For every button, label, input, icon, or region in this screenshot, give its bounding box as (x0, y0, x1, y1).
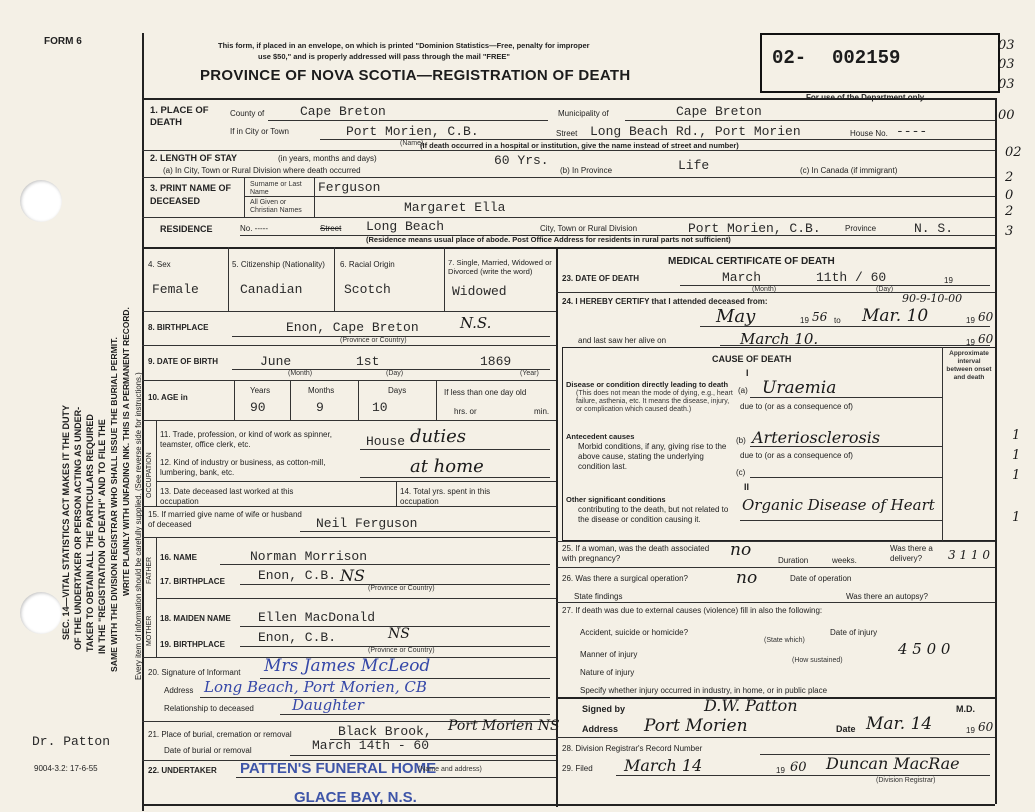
filed-line (616, 775, 990, 776)
cause-a-value: Uraemia (762, 378, 837, 398)
reg-number: 002159 (832, 47, 901, 69)
rule-top (142, 98, 995, 100)
death-date-line (680, 285, 990, 286)
due-b-label: due to (or as a consequence of) (740, 451, 853, 460)
relationship-line (280, 714, 550, 715)
father-name-label: 16. NAME (160, 553, 197, 562)
residence-province: N. S. (914, 221, 954, 236)
rule-10 (142, 537, 556, 538)
stay-a-label: (a) In City, Town or Rural Division where death occurred (163, 166, 361, 175)
other-conditions-value: Organic Disease of Heart (742, 496, 935, 514)
death-date-label: 23. DATE OF DEATH (562, 274, 640, 283)
delivery-label-text: Was there a delivery? (890, 544, 933, 563)
margin-code-4: 00 (998, 108, 1015, 123)
side-note-6: WRITE PLAINLY WITH UNFADING INK. THIS IS A PERMANENT RECORD. (121, 307, 131, 596)
age-months-value: 9 (316, 400, 324, 415)
antecedent-note-text: Morbid conditions, if any, giving rise to the above cause, stating the underlying condition last. (578, 442, 727, 471)
injury-date-label: Date of injury (830, 628, 878, 637)
side-note-3: TAKER TO OBTAIN ALL THE PARTICULARS REQUIRED (85, 414, 95, 652)
birthplace-value: Enon, Cape Breton (286, 320, 419, 335)
attended-to: Mar. 10 (862, 306, 929, 326)
citizenship-label (232, 260, 332, 269)
county-line (268, 120, 548, 121)
surname-label: Surname or Last Name (250, 181, 302, 196)
cause-c-line (750, 477, 942, 478)
death-year-prefix: 19 (944, 276, 953, 285)
burial-date-label: Date of burial or removal (164, 746, 252, 755)
mother-birthplace-label: 19. BIRTHPLACE (160, 640, 225, 649)
burial-date-value: March 14th - 60 (312, 738, 430, 753)
interval-mark-3: 1 (1012, 468, 1021, 483)
cause-heading: CAUSE OF DEATH (712, 354, 792, 364)
occ-v-2 (396, 481, 397, 506)
industry-hw: at home (410, 456, 484, 477)
rule-6 (142, 345, 556, 346)
last-saw-value: March 10. (740, 330, 819, 348)
last-worked-label (160, 487, 310, 507)
given-names-label: All Given or Christian Names (250, 199, 302, 214)
undertaker-label: 22. UNDERTAKER (148, 766, 217, 775)
city-line (320, 139, 995, 140)
registration-number-box (760, 33, 1000, 93)
father-birthplace-value: Enon, C.B. (258, 568, 337, 583)
dob-day: 1st (356, 354, 380, 369)
reg-prefix: 02- (772, 47, 807, 69)
trade-value: House (366, 434, 406, 449)
dob-day-sub: (Day) (386, 370, 404, 377)
attended-from: May (716, 306, 756, 327)
burial-place-hw: Port Morien NS (448, 718, 560, 734)
mother-name-label: 18. MAIDEN NAME (160, 614, 231, 623)
cause-interval-divider (942, 347, 943, 541)
age-label: 10. AGE in (148, 393, 188, 402)
duration-label: Duration (778, 556, 809, 565)
side-note-7: Every item of information should be carefully supplied. (See reverse side for instructions.) (134, 372, 143, 680)
side-note-5: SAME WITH THE DIVISION REGISTRAR WHO SHALL ISSUE THE BURIAL PERMIT. (109, 337, 119, 672)
doctor-address: Port Morien (644, 716, 748, 736)
residence-street: Long Beach (366, 219, 445, 234)
informant-label: 20. Signature of Informant (148, 668, 241, 677)
spouse-line (300, 531, 550, 532)
deceased-name-label (150, 182, 250, 208)
filed-year: 60 (790, 760, 807, 775)
margin-code-2: 03 (998, 57, 1015, 72)
other-conditions-note-text: contributing to the death, but not related to the disease or condition causing it. (578, 505, 729, 524)
trade-label-text: 11. Trade, profession, or kind of work as spinner, teamster, office clerk, etc. (160, 430, 332, 449)
pregnancy-value: no (730, 540, 752, 560)
birthplace-hw: N.S. (460, 314, 492, 332)
manner-code: 4 5 0 0 (898, 640, 951, 658)
last-saw-line (720, 345, 990, 346)
death-day: 11th / 60 (816, 270, 887, 285)
marital-label-text: 7. Single, Married, Widowed or Divorced (write the word) (448, 258, 552, 276)
registrar-signature: Duncan MacRae (826, 754, 960, 773)
father-birthplace-label: 17. BIRTHPLACE (160, 577, 225, 586)
dob-year-sub: (Year) (520, 370, 539, 377)
dob-month-sub: (Month) (288, 370, 313, 377)
deceased-divider-2 (314, 177, 315, 217)
external-causes-label: 27. If death was due to external causes (violence) fill in also the following: (562, 606, 823, 615)
binder-hole-top (20, 180, 62, 222)
roman-one: I (746, 368, 749, 378)
nature-label: Nature of injury (580, 668, 635, 677)
manner-label: Manner of injury (580, 650, 638, 659)
age-years-label: Years (250, 386, 271, 395)
undertaker-note: (Name and address) (418, 766, 482, 773)
municipality-label: Municipality of (558, 109, 609, 118)
cause-a-line (750, 397, 942, 398)
infant-label: If less than one day old (444, 388, 527, 397)
informant-address-line (200, 697, 550, 698)
informant-address: Long Beach, Port Morien, CB (204, 678, 427, 696)
house-label: House No. (850, 129, 888, 138)
city-label: If in City or Town (230, 127, 289, 136)
parents-v (156, 537, 157, 657)
pregnancy-label-text: 25. If a woman, was the death associated with pregnancy? (562, 544, 710, 563)
parents-divider (156, 598, 556, 599)
md-label: M.D. (956, 704, 975, 714)
signed-value: D.W. Patton (704, 696, 798, 715)
industry-label (160, 458, 360, 478)
cause-a-label: (a) (738, 386, 748, 395)
rule-5 (142, 311, 556, 312)
form-id: FORM 6 (44, 36, 82, 47)
trade-hw: duties (410, 426, 466, 447)
place-of-death-label-text: 1. PLACE OF DEATH (150, 105, 209, 128)
pregnancy-label (562, 544, 722, 564)
min-label: min. (534, 407, 550, 416)
burial-place-label: 21. Place of burial, cremation or removal (148, 730, 292, 739)
how-sustained: (How sustained) (792, 657, 843, 664)
postal-note-2: use $50," and is properly addressed will pass through the mail "FREE" (258, 52, 510, 61)
residence-street-label: Street (320, 224, 342, 233)
cause-c-label: (c) (736, 468, 746, 477)
spouse-label (148, 510, 308, 530)
certify-note: 90-9-10-00 (902, 292, 963, 305)
industry-label-text: 12. Kind of industry or business, as cotton-mill, lumbering, bank, etc. (160, 458, 326, 477)
interval-mark-2: 1 (1012, 448, 1021, 463)
age-days-label: Days (388, 386, 407, 395)
cause-b-label: (b) (736, 436, 746, 445)
total-years-label (400, 487, 520, 507)
side-note-4: IN THE "REGISTRATION OF DEATH" AND TO FILE THE (97, 419, 107, 654)
citizenship-label-text: 5. Citizenship (Nationality) (232, 260, 325, 269)
to-year: 60 (978, 310, 994, 324)
mother-birthplace-value: Enon, C.B. (258, 630, 337, 645)
undertaker-stamp: PATTEN'S FUNERAL HOME (240, 760, 437, 777)
rule-bottom (142, 804, 995, 806)
relationship-value: Daughter (292, 696, 364, 714)
stay-b-label: (b) In Province (560, 166, 613, 175)
father-bp-sub: (Province or Country) (368, 585, 435, 592)
mother-side-label: MOTHER (146, 615, 153, 646)
father-line (220, 564, 550, 565)
undertaker-line (236, 777, 556, 778)
mother-bp-sub: (Province or Country) (368, 647, 435, 654)
direct-cause-note-text: (This does not mean the mode of dying, e.g., heart failure, asthenia, etc. It means the disease, injury, or complication which caused death.) (576, 390, 733, 413)
side-note-2: OF THE UNDERTAKER OR PERSON ACTING AS UNDER- (73, 406, 83, 650)
trade-line (360, 449, 550, 450)
marital-label (448, 258, 554, 276)
age-months-label: Months (308, 386, 335, 395)
occupation-side-label: OCCUPATION (146, 452, 153, 498)
page-title: PROVINCE OF NOVA SCOTIA—REGISTRATION OF DEATH (200, 67, 631, 84)
delivery-label (890, 544, 950, 564)
operation-value: no (736, 568, 758, 588)
cause-b-value: Arteriosclerosis (752, 428, 881, 447)
side-note-1: SEC. 14—VITAL STATISTICS ACT MAKES IT THE DUTY (61, 404, 71, 640)
house-value: ---- (896, 124, 928, 139)
margin-code-5: 02 (1005, 145, 1022, 160)
grid-v-2 (334, 247, 335, 311)
margin-code-1: 03 (998, 38, 1015, 53)
mother-name-value: Ellen MacDonald (258, 610, 376, 625)
age-days-value: 10 (372, 400, 388, 415)
certify-label: 24. I HEREBY CERTIFY that I attended deceased from: (562, 297, 768, 306)
to-year-prefix: 19 (966, 316, 975, 325)
medical-heading: MEDICAL CERTIFICATE OF DEATH (668, 256, 835, 267)
last-saw-year: 60 (978, 332, 994, 346)
county-label: County of (230, 109, 265, 118)
rule-7 (142, 380, 556, 381)
med-rule-6 (556, 737, 995, 738)
occ-v (156, 420, 157, 506)
interval-mark-4: 1 (1012, 510, 1021, 525)
to-label: to (834, 316, 841, 325)
industry-line (360, 477, 550, 478)
direct-cause-label: Disease or condition directly leading to death (566, 380, 729, 389)
deceased-name-label-text: 3. PRINT NAME OF DECEASED (150, 183, 232, 206)
marital-value: Widowed (452, 284, 507, 299)
grid-v-1 (228, 247, 229, 311)
operation-label: 26. Was there a surgical operation? (562, 574, 688, 583)
given-names-value: Margaret Ella (404, 200, 506, 215)
street-value: Long Beach Rd., Port Morien (590, 124, 801, 139)
birthplace-label: 8. BIRTHPLACE (148, 323, 209, 332)
signed-date: Mar. 14 (866, 714, 933, 734)
residence-note: (Residence means usual place of abode. Post Office Address for residents in rural parts not sufficient) (366, 235, 731, 244)
stay-c-label: (c) In Canada (if immigrant) (800, 166, 898, 175)
city-name-sub: (Name) (400, 140, 424, 147)
last-saw-year-prefix: 19 (966, 338, 975, 347)
delivery-code: 3 1 1 0 (948, 548, 990, 562)
other-line (740, 520, 942, 521)
residence-city-label: City, Town or Rural Division (540, 224, 638, 233)
roman-two: II (744, 482, 750, 492)
burial-place-value: Black Brook, (338, 724, 432, 739)
municipality-line (625, 120, 995, 121)
med-rule-2 (556, 541, 995, 542)
binder-hole-bottom (20, 592, 62, 634)
deceased-divider-1 (244, 177, 245, 217)
med-rule-4 (556, 602, 995, 603)
accident-label: Accident, suicide or homicide? (580, 628, 689, 637)
rule-2 (142, 177, 995, 178)
last-saw-label: and last saw her alive on (578, 336, 667, 345)
street-label: Street (556, 129, 578, 138)
filed-year-prefix: 19 (776, 766, 785, 775)
residence-no: No. ----- (240, 224, 268, 233)
dept-use-note: For use of the Department only (806, 93, 925, 102)
dob-label: 9. DATE OF BIRTH (148, 357, 219, 366)
interval-label (945, 350, 993, 382)
operation-date-label: Date of operation (790, 574, 852, 583)
trade-label (160, 430, 360, 450)
occ-divider (156, 481, 556, 482)
spouse-label-text: 15. If married give name of wife or husband of deceased (148, 510, 302, 529)
other-conditions-label: Other significant conditions (566, 495, 666, 504)
age-v-2 (290, 380, 291, 420)
from-year-prefix: 19 (800, 316, 809, 325)
margin-code-7: 0 (1005, 188, 1014, 203)
informant-address-label: Address (164, 686, 194, 695)
dob-year: 1869 (480, 354, 512, 369)
total-years-label-text: 14. Total yrs. spent in this occupation (400, 487, 491, 506)
county-value: Cape Breton (300, 104, 386, 119)
direct-cause-note (576, 390, 736, 414)
residence-city: Port Morien, C.B. (688, 221, 821, 236)
antecedent-note (578, 442, 734, 472)
hrs-label: hrs. or (454, 407, 477, 416)
residence-province-label: Province (845, 224, 877, 233)
father-side-label: FATHER (146, 556, 153, 584)
spouse-value: Neil Ferguson (316, 516, 418, 531)
length-of-stay-hint: (in years, months and days) (278, 154, 377, 163)
dob-month: June (260, 354, 292, 369)
from-year: 56 (812, 310, 828, 324)
registrar-sub: (Division Registrar) (876, 777, 936, 784)
interval-label-text: Approximate interval between onset and death (946, 350, 992, 381)
margin-code-8: 2 (1005, 204, 1014, 219)
med-rule-3 (556, 567, 995, 568)
findings-label: State findings (574, 592, 623, 601)
margin-code-6: 2 (1005, 170, 1014, 185)
father-birthplace-hw: NS (340, 566, 365, 585)
death-month-sub: (Month) (752, 286, 777, 293)
surname-value: Ferguson (318, 180, 381, 195)
stay-b-value: Life (678, 158, 710, 173)
form-code: 9004-3.2: 17-6-55 (34, 764, 98, 773)
mother-birthplace-hw: NS (388, 626, 410, 642)
due-a-label: due to (or as a consequence of) (740, 402, 853, 411)
autopsy-label: Was there an autopsy? (846, 592, 928, 601)
racial-label: 6. Racial Origin (340, 260, 395, 269)
specify-label: Specify whether injury occurred in industry, in home, or in public place (580, 686, 828, 695)
age-v-4 (436, 380, 437, 420)
rule-1 (142, 150, 995, 151)
age-v-3 (358, 380, 359, 420)
death-day-sub: (Day) (876, 286, 894, 293)
record-number-label: 28. Division Registrar's Record Number (562, 744, 703, 753)
birthplace-sub: (Province or Country) (340, 337, 407, 344)
rule-3 (142, 217, 995, 218)
stay-a-value: 60 Yrs. (494, 153, 549, 168)
racial-value: Scotch (344, 282, 391, 297)
grid-v-3 (444, 247, 445, 311)
residence-label: RESIDENCE (160, 224, 213, 234)
other-conditions-note (578, 505, 734, 525)
doctor-address-label: Address (582, 724, 619, 734)
rule-9 (142, 506, 556, 507)
city-value: Port Morien, C.B. (346, 124, 479, 139)
signed-year: 60 (978, 720, 994, 734)
weeks-label: weeks. (832, 556, 857, 565)
place-of-death-label (150, 105, 210, 129)
state-which: (State which) (764, 637, 805, 644)
informant-signature: Mrs James McLeod (264, 656, 431, 676)
filed-label: 29. Filed (562, 764, 593, 773)
length-of-stay-label: 2. LENGTH OF STAY (150, 153, 238, 163)
margin-code-3: 03 (998, 77, 1015, 92)
postal-note-1: This form, if placed in an envelope, on which is printed "Dominion Statistics—Free, penalty for improper (218, 41, 590, 50)
municipality-value: Cape Breton (676, 104, 762, 119)
doctor-note: Dr. Patton (32, 734, 111, 749)
age-years-value: 90 (250, 400, 266, 415)
interval-mark-1: 1 (1012, 428, 1021, 443)
signed-year-prefix: 19 (966, 726, 975, 735)
citizenship-value: Canadian (240, 282, 303, 297)
last-worked-label-text: 13. Date deceased last worked at this occupation (160, 487, 294, 506)
undertaker-city: GLACE BAY, N.S. (294, 789, 417, 806)
institution-note: (If death occurred in a hospital or institution, give the name instead of street and number) (420, 141, 739, 150)
sex-label: 4. Sex (148, 260, 171, 269)
filed-value: March 14 (624, 756, 703, 775)
rule-4 (142, 247, 995, 249)
attended-line (700, 326, 990, 327)
father-name-value: Norman Morrison (250, 549, 368, 564)
relationship-label: Relationship to deceased (164, 704, 254, 713)
rule-8 (142, 420, 556, 421)
sex-value: Female (152, 282, 199, 297)
burial-date-line (290, 755, 556, 756)
margin-code-9: 3 (1005, 224, 1014, 239)
signed-label: Signed by (582, 704, 626, 714)
death-month: March (722, 270, 762, 285)
age-v-1 (234, 380, 235, 420)
signed-date-label: Date (836, 724, 856, 734)
surname-line (244, 196, 995, 197)
cause-b-line (750, 446, 942, 447)
antecedent-label: Antecedent causes (566, 432, 635, 441)
